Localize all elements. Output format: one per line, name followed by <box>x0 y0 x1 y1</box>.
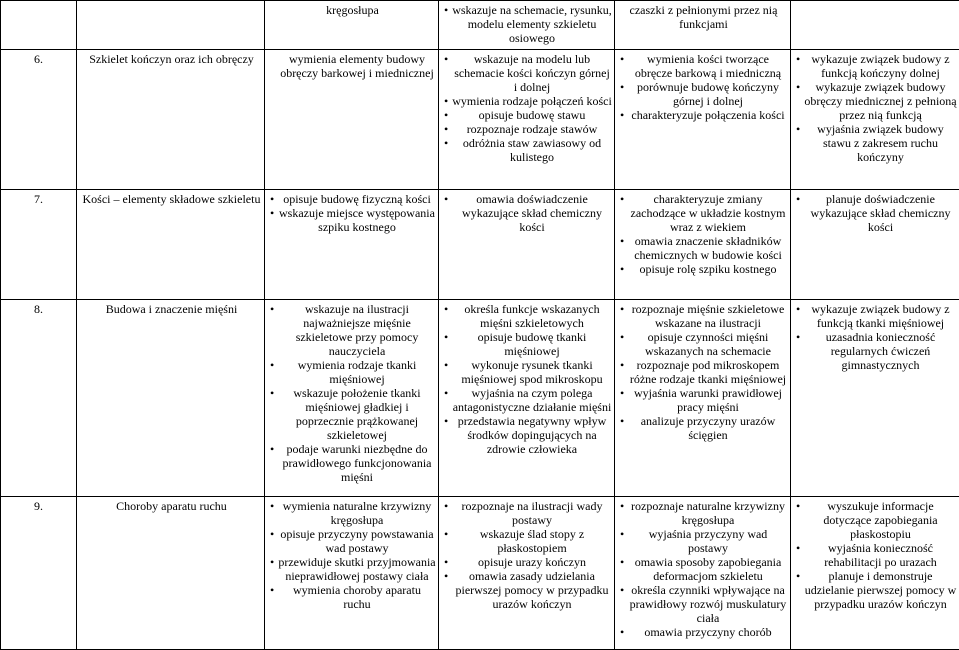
number-cell <box>1 1 77 50</box>
list-item: • wyjaśnia konieczność rehabilitacji po urazach <box>795 541 957 569</box>
requirement-cell <box>265 300 439 497</box>
requirement-cell <box>791 497 959 650</box>
requirement-cell <box>265 1 439 50</box>
list-item: • rozpoznaje pod mikroskopem różne rodzaje tkanki mięśniowej <box>619 358 788 386</box>
list-item: • porównuje budowę kończyny górnej i dolnej <box>619 80 788 108</box>
requirement-cell <box>439 300 615 497</box>
requirement-cell <box>265 190 439 300</box>
table-row <box>1 190 959 300</box>
list-item: • opisuje przyczyny powstawania wad postawy <box>269 527 436 555</box>
list-item: • omawia doświadczenie wykazujące skład chemiczny kości <box>443 192 612 234</box>
table-row <box>1 497 959 650</box>
topic-cell <box>77 1 265 50</box>
requirement-cell <box>615 497 791 650</box>
requirement-text: czaszki z pełnionymi przez nią funkcjami <box>619 3 788 31</box>
list-item: • wskazuje ślad stopy z płaskostopiem <box>443 527 612 555</box>
list-item: • opisuje budowę tkanki mięśniowej <box>443 330 612 358</box>
topic-cell: Kości – elementy składowe szkieletu <box>77 190 265 300</box>
list-item: • wskazuje na modelu lub schemacie kości kończyn górnej i dolnej <box>443 52 612 94</box>
list-item: • rozpoznaje mięśnie szkieletowe wskazane na ilustracji <box>619 302 788 330</box>
table-row <box>1 50 959 190</box>
list-item: • wskazuje na ilustracji najważniejsze mięśnie szkieletowe przy pomocy nauczyciela <box>269 302 436 358</box>
list-item: • omawia sposoby zapobiegania deformacjom szkieletu <box>619 555 788 583</box>
list-item: • opisuje budowę stawu <box>443 108 612 122</box>
list-item: • uzasadnia konieczność regularnych ćwiczeń gimnastycznych <box>795 330 957 372</box>
table-row <box>1 300 959 497</box>
list-item: • podaje warunki niezbędne do prawidłowego funkcjonowania mięśni <box>269 442 436 484</box>
requirement-cell <box>265 497 439 650</box>
list-item: • przewiduje skutki przyjmowania nieprawidłowej postawy ciała <box>269 555 436 583</box>
list-item: • wymienia naturalne krzywizny kręgosłupa <box>269 499 436 527</box>
list-item: • rozpoznaje na ilustracji wady postawy <box>443 499 612 527</box>
list-item: • wyszukuje informacje dotyczące zapobiegania płaskostopiu <box>795 499 957 541</box>
list-item: • wykazuje związek budowy z funkcją kończyny dolnej <box>795 52 957 80</box>
list-item: • charakteryzuje połączenia kości <box>619 108 788 122</box>
list-item: • wyjaśnia warunki prawidłowej pracy mięśni <box>619 386 788 414</box>
list-item: • planuje i demonstruje udzielanie pierwszej pomocy w przypadku urazów kończyn <box>795 569 957 611</box>
list-item: • rozpoznaje rodzaje stawów <box>443 122 612 136</box>
requirement-cell <box>439 190 615 300</box>
list-item: • omawia przyczyny chorób <box>619 625 788 639</box>
requirement-cell <box>615 1 791 50</box>
requirement-cell <box>615 190 791 300</box>
list-item: • wykazuje związek budowy z funkcją tkanki mięśniowej <box>795 302 957 330</box>
list-item: • określa funkcje wskazanych mięśni szkieletowych <box>443 302 612 330</box>
list-item: • wyjaśnia związek budowy stawu z zakresem ruchu kończyny <box>795 122 957 164</box>
list-item: • odróżnia staw zawiasowy od kulistego <box>443 136 612 164</box>
list-item: • wymienia rodzaje połączeń kości <box>443 94 612 108</box>
list-item: • opisuje czynności mięśni wskazanych na schemacie <box>619 330 788 358</box>
list-item: • wskazuje miejsce występowania szpiku kostnego <box>269 206 436 234</box>
requirement-cell <box>791 1 959 50</box>
list-item: wymienia elementy budowy obręczy barkowej i miednicznej <box>269 52 436 80</box>
list-item: • przedstawia negatywny wpływ środków dopingujących na zdrowie człowieka <box>443 414 612 456</box>
list-item: • rozpoznaje naturalne krzywizny kręgosłupa <box>619 499 788 527</box>
requirement-cell <box>439 497 615 650</box>
requirement-cell <box>265 50 439 190</box>
requirement-cell <box>439 1 615 50</box>
list-item: • wyjaśnia przyczyny wad postawy <box>619 527 788 555</box>
requirement-cell <box>791 50 959 190</box>
row-number: 9. <box>1 497 77 650</box>
table-row <box>1 1 959 50</box>
list-item: • charakteryzuje zmiany zachodzące w układzie kostnym wraz z wiekiem <box>619 192 788 234</box>
requirement-cell <box>439 50 615 190</box>
list-item: • wykonuje rysunek tkanki mięśniowej spod mikroskopu <box>443 358 612 386</box>
row-number: 6. <box>1 50 77 190</box>
list-item: • planuje doświadczenie wykazujące skład chemiczny kości <box>795 192 957 234</box>
row-number: 8. <box>1 300 77 497</box>
requirement-cell <box>791 190 959 300</box>
topic-cell: Choroby aparatu ruchu <box>77 497 265 650</box>
list-item: • wykazuje związek budowy obręczy miednicznej z pełnioną przez nią funkcją <box>795 80 957 122</box>
list-item: • wskazuje na schemacie, rysunku, modelu elementy szkieletu osiowego <box>443 3 612 45</box>
requirement-text: kręgosłupa <box>269 3 436 17</box>
requirement-cell <box>791 300 959 497</box>
row-number: 7. <box>1 190 77 300</box>
list-item: • omawia zasady udzielania pierwszej pomocy w przypadku urazów kończyn <box>443 569 612 611</box>
list-item: • wymienia rodzaje tkanki mięśniowej <box>269 358 436 386</box>
list-item: • określa czynniki wpływające na prawidłowy rozwój muskulatury ciała <box>619 583 788 625</box>
list-item: • wymienia kości tworzące obręcze barkową i miedniczną <box>619 52 788 80</box>
list-item: • analizuje przyczyny urazów ścięgien <box>619 414 788 442</box>
list-item: • wskazuje położenie tkanki mięśniowej gładkiej i poprzecznie prążkowanej szkieletowej <box>269 386 436 442</box>
topic-cell: Budowa i znaczenie mięśni <box>77 300 265 497</box>
list-item: • wymienia choroby aparatu ruchu <box>269 583 436 611</box>
list-item: • opisuje rolę szpiku kostnego <box>619 262 788 276</box>
list-item: • omawia znaczenie składników chemicznych w budowie kości <box>619 234 788 262</box>
requirement-cell <box>615 50 791 190</box>
requirement-cell <box>615 300 791 497</box>
list-item: • opisuje budowę fizyczną kości <box>269 192 436 206</box>
list-item: • wyjaśnia na czym polega antagonistyczne działanie mięśni <box>443 386 612 414</box>
list-item: • opisuje urazy kończyn <box>443 555 612 569</box>
topic-cell: Szkielet kończyn oraz ich obręczy <box>77 50 265 190</box>
